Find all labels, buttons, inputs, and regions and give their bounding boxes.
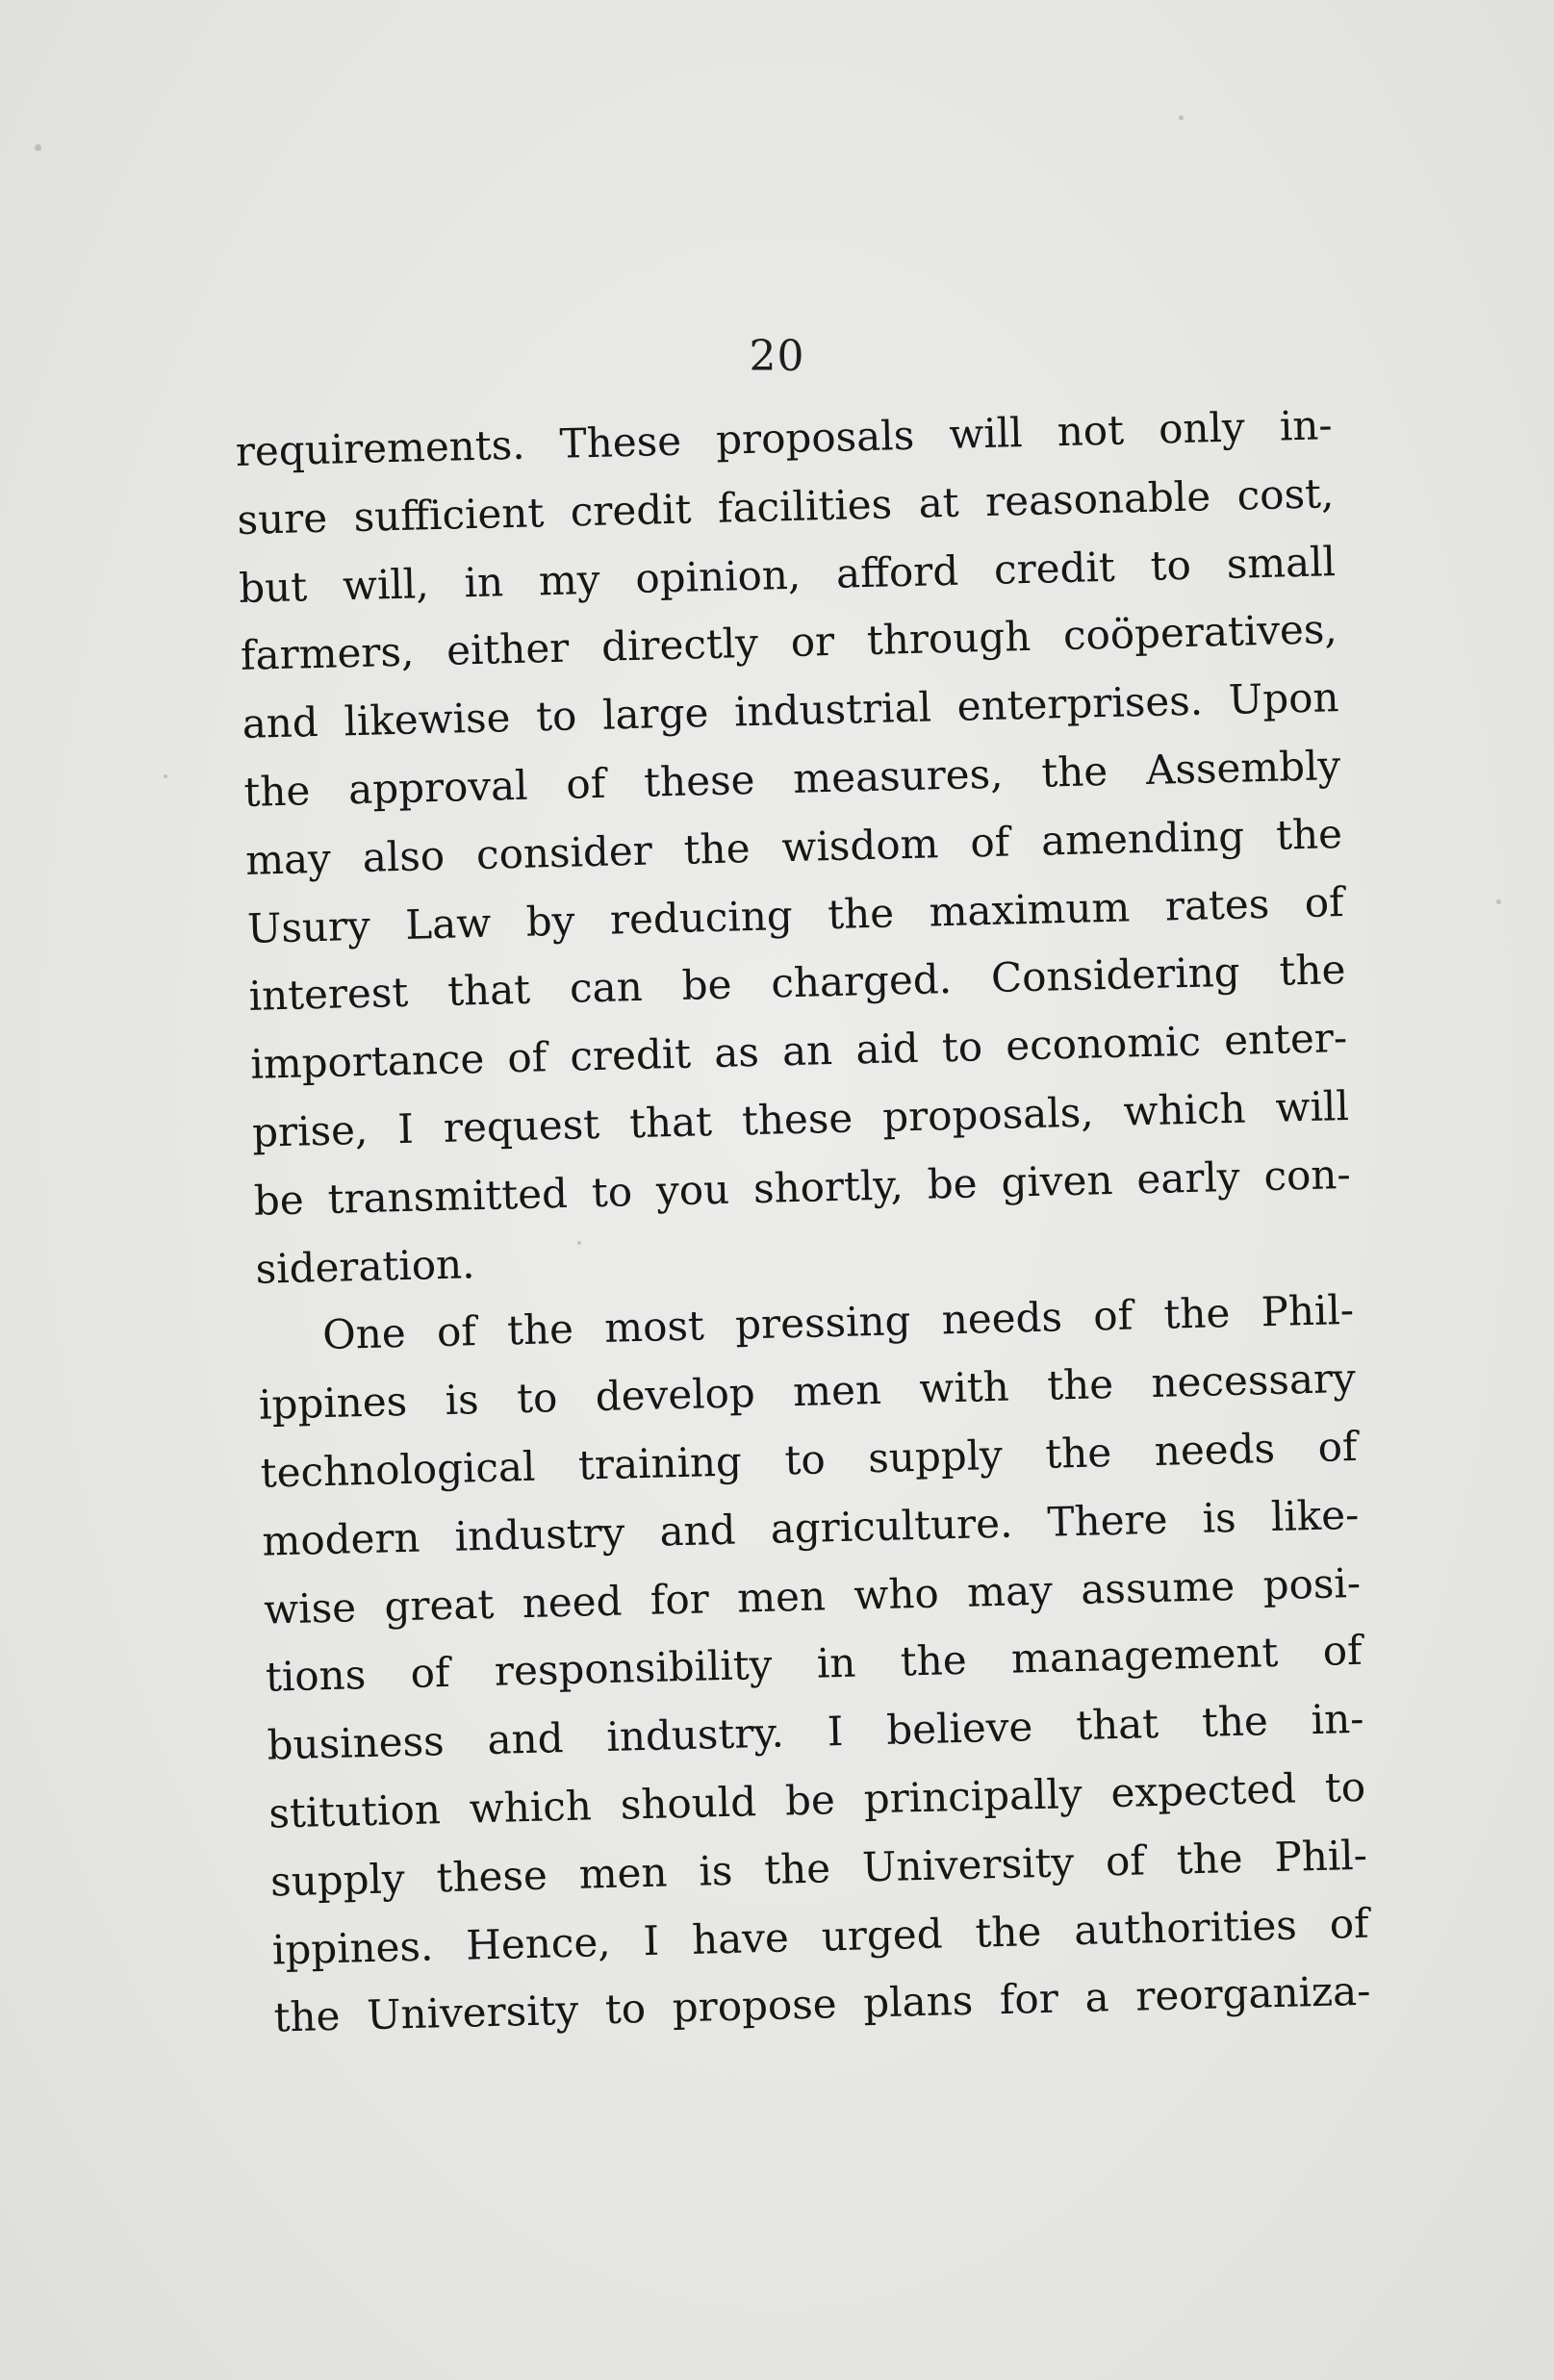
text-line: importance of credit as an aid to economic enter- bbox=[249, 1014, 1348, 1088]
text-line: wise great need for men who may assume posi- bbox=[263, 1558, 1362, 1633]
text-line: farmers, either directly or through coöperatives, bbox=[240, 605, 1338, 680]
text-line: business and industry. I believe that the in- bbox=[267, 1694, 1364, 1769]
text-line: supply these men is the University of the Phil- bbox=[269, 1831, 1368, 1906]
scan-speck bbox=[164, 774, 167, 778]
text-line: may also consider the wisdom of amending the bbox=[244, 809, 1343, 884]
text-line: One of the most pressing needs of the Phil- bbox=[321, 1286, 1355, 1359]
text-line: Usury Law by reducing the maximum rates of bbox=[246, 877, 1345, 952]
scan-speck bbox=[1496, 899, 1501, 904]
scan-speck bbox=[577, 1241, 581, 1245]
text-line: tions of responsibility in the management of bbox=[265, 1627, 1363, 1701]
text-line: but will, in my opinion, afford credit to small bbox=[238, 537, 1337, 612]
paragraph-2 bbox=[256, 1277, 1371, 2052]
text-line: ippines is to develop men with the necessary bbox=[258, 1355, 1357, 1429]
scan-speck bbox=[1179, 115, 1184, 120]
text-line: technological training to supply the needs of bbox=[260, 1422, 1359, 1497]
body-text bbox=[235, 392, 1371, 2052]
text-line: the University to propose plans for a reorganiza- bbox=[273, 1966, 1371, 2041]
scan-speck bbox=[35, 144, 41, 151]
text-line: modern industry and agriculture. There is like- bbox=[261, 1490, 1360, 1565]
text-line: ippines. Hence, I have urged the authorities of bbox=[271, 1899, 1370, 1974]
text-line: requirements. These proposals will not only in- bbox=[235, 401, 1334, 475]
paragraph-1 bbox=[235, 392, 1353, 1304]
text-line: stitution which should be principally expected to bbox=[267, 1762, 1366, 1837]
text-line: sideration. bbox=[255, 1239, 475, 1293]
text-line: be transmitted to you shortly, be given early con- bbox=[253, 1150, 1352, 1225]
text-line: interest that can be charged. Considering the bbox=[248, 946, 1346, 1021]
text-line: sure sufficient credit facilities at reasonable cost, bbox=[236, 468, 1335, 544]
page-number: 20 bbox=[749, 332, 805, 381]
text-line: the approval of these measures, the Assembly bbox=[242, 742, 1341, 816]
text-line: prise, I request that these proposals, which will bbox=[251, 1081, 1350, 1156]
text-line: and likewise to large industrial enterprises. Upon bbox=[242, 673, 1340, 748]
